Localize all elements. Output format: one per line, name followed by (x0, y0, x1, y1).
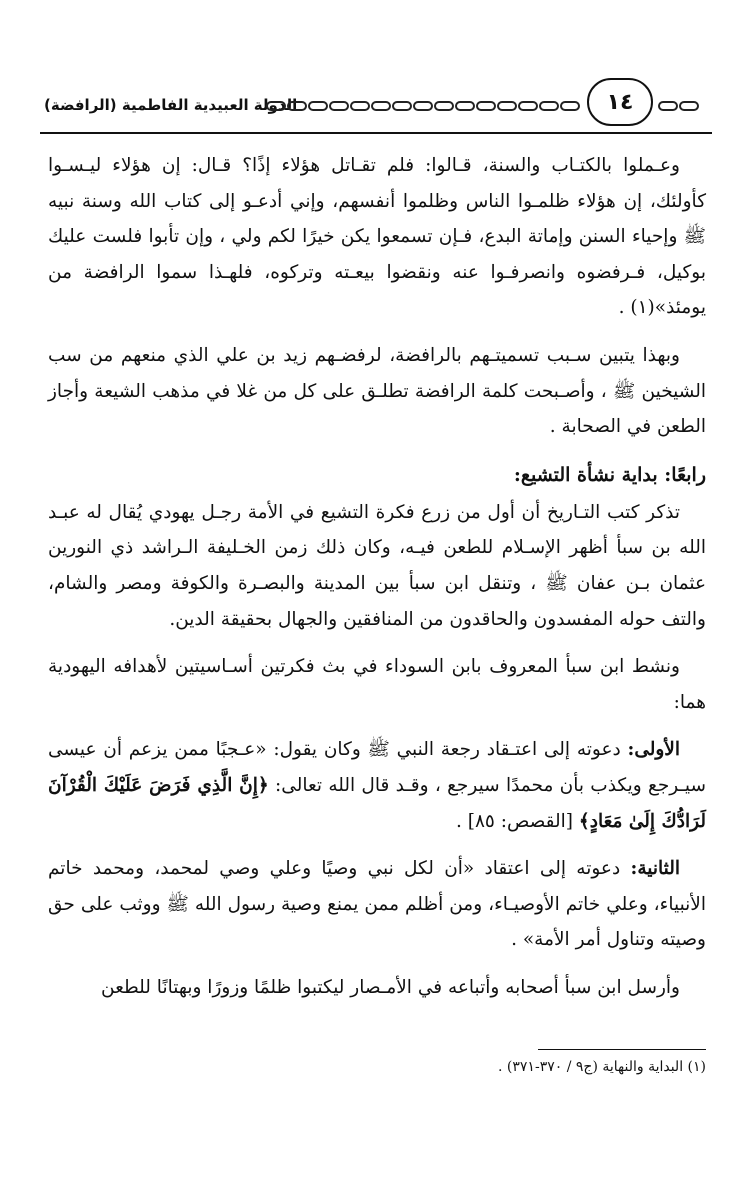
ornament-link (560, 101, 580, 111)
ornament-link (287, 101, 307, 111)
paragraph-7: وأرسل ابن سبأ أصحابه وأتباعه في الأمـصار ليكتبوا ظلمًا وزورًا وبهتانًا للطعن (100, 976, 680, 998)
ornament-link (308, 101, 328, 111)
quran-verse: ﴿إِنَّ الَّذِي فَرَضَ عَلَيْكَ الْقُرْآنَ لَرَادُّكَ إِلَىٰ مَعَادٍ﴾ (48, 774, 706, 832)
ornament-link (413, 101, 433, 111)
paragraph-1: وعـملوا بالكتـاب والسنة، قـالوا: فلم تقـاتل هؤلاء إذًا؟ قـال: إن هؤلاء ليـسـوا كأولئك، إن هؤلاء ظلمـوا الناس وظلموا أنفسهم، وإني أدعـو إلى كتاب الله وسنة نبيه ﷺ وإحياء السنن وإماتة البدع، فـإن تسمعوا يكن خيرًا لكم ولي ، وإن تأبوا فلست عليك بوكيل، فـرفضوه وانصرفـوا عنه ونقضوا بيعـته وتركوه، فلهـذا سموا الرافضة من يومئذ»(١) . (48, 155, 706, 319)
footnote-rule (538, 1049, 706, 1050)
ornament-link (539, 101, 559, 111)
main-text (48, 148, 706, 1005)
ornament-link (434, 101, 454, 111)
page-number: ١٤ (606, 89, 634, 115)
ornament-link (679, 101, 699, 111)
ornament-link (350, 101, 370, 111)
ornament-chain-right (658, 100, 710, 114)
ornament-link (266, 101, 286, 111)
ornament-chain-left (266, 100, 582, 114)
page-header (40, 78, 712, 136)
paragraph-5 (48, 732, 706, 839)
ornament-link (518, 101, 538, 111)
ornament-link (497, 101, 517, 111)
page-number-badge (587, 78, 653, 126)
verse-reference: [القصص: ٨٥] . (455, 810, 579, 832)
footnote: (١) البداية والنهاية (ج٩ / ٣٧٠-٣٧١) . (498, 1059, 706, 1075)
section-heading: رابعًا: بداية نشأة التشيع: (513, 463, 706, 486)
running-title: الدولة العبيدية الفاطمية (الرافضة) (44, 96, 298, 114)
paragraph-6-text: دعوته إلى اعتقاد «أن لكل نبي وصيًا وعلي وصي لمحمد، ومحمد خاتم الأنبياء، وعلي خاتم الأوصيـاء، ومن أظلم ممن يمنع وصية رسول الله ﷺ ووثب على حق وصيته وتناول أمر الأمة» . (48, 858, 706, 951)
paragraph-6 (48, 851, 706, 958)
ornament-link (392, 101, 412, 111)
ornament-link (371, 101, 391, 111)
paragraph-5-lead: الأولى: (627, 739, 680, 761)
paragraph-5-text: دعوته إلى اعتـقاد رجعة النبي ﷺ وكان يقول: «عـجبًا ممن يزعم أن عيسى سيـرجع ويكذب بأن محمدًا سيرجع ، وقـد قال الله تعالى: (48, 739, 706, 796)
header-rule (40, 132, 712, 134)
ornament-link (455, 101, 475, 111)
ornament-link (329, 101, 349, 111)
ornament-link (476, 101, 496, 111)
paragraph-2: وبهذا يتبين سـبب تسميتـهم بالرافضة، لرفضـهم زيد بن علي الذي منعهم من سب الشيخين ﷺ ، وأصـبحت كلمة الرافضة تطلـق على كل من غلا في مذهب الشيعة وأجاز الطعن في الصحابة . (48, 344, 706, 438)
paragraph-6-lead: الثانية: (630, 858, 680, 880)
paragraph-4: ونشط ابن سبأ المعروف بابن السوداء في بث فكرتين أسـاسيتين لأهدافه اليهودية هما: (48, 656, 706, 713)
ornament-link (658, 101, 678, 111)
paragraph-3: تذكر كتب التـاريخ أن أول من زرع فكرة التشيع في الأمة رجـل يهودي يُقال له عبـد الله بن سبأ أظهر الإسـلام للطعن فيـه، وكان ذلك زمن الخـليفة الـراشد ذي النورين عثمان بـن عفان ﷺ ، وتنقل ابن سبأ بين المدينة والبصـرة والكوفة ومصر والشام، والتف حوله المفسدون والحاقدون من المنافقين والجهال بحقيقة الدين. (48, 501, 706, 630)
